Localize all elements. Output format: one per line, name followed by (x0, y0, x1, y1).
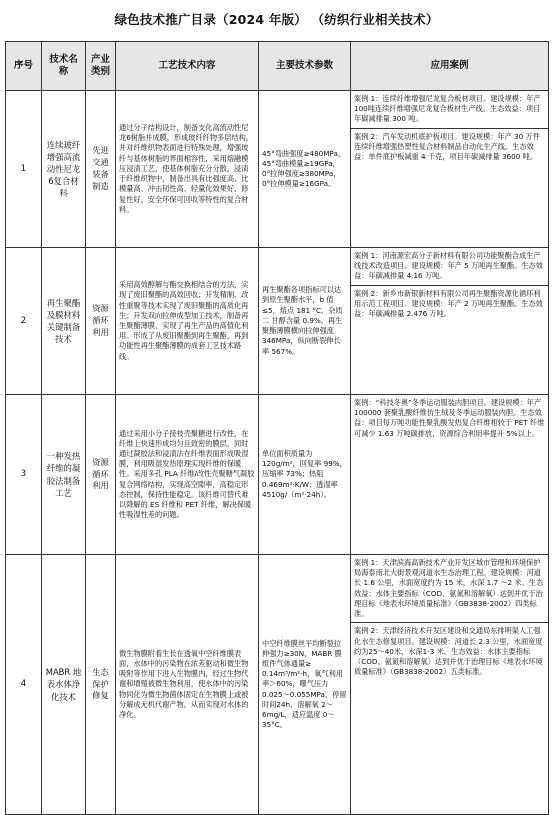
header-category: 产业类别 (86, 42, 116, 91)
technical-parameters: 中空纤维膜丝平均断裂拉伸强力≥30N，MABR 膜组件气体通量≥ 0.14m³/m²·h，氧气利用率＞60%，曝气压力0.025～0.055MPa，停留时间24h，溶解氧 2～6mg/L，适应温度 0～35°C。 (259, 555, 351, 815)
application-case: 案例 1：连续纤维增强尼龙复合板材项目。建设规模：年产100吨连续纤维增强尼龙复合板材生产线。生态效益：项目年碳减排量 300 吨。 (354, 94, 541, 124)
industry-category: 先进交通装备制造 (86, 91, 116, 248)
row-number: 3 (6, 395, 42, 555)
application-cases (351, 395, 549, 555)
application-case: 案例 2：新乡市新银新材料有限公司再生聚酯资源化循环利用示范工程项目。建设规模：年产 2 万吨再生聚酯。生态效益：年碳减排量 2.476 万吨。 (351, 285, 548, 323)
technical-parameters: 再生聚酯各项指标可以达到原生聚酯水平，b 值≤5，熔点 181 °C，杂质 二 甘醇含量 0.9%。再生聚酯薄膜横向拉伸强度 346MPa，纵向断裂伸长率 567%。 (259, 248, 351, 395)
application-cases (351, 91, 549, 248)
application-case: 案例：“科技冬奥”冬季运动服装内胆项目。建设规模：年产 100000 套聚乳酸纤维仿生绒及冬季运动服装内胆。生态效益：项目每万吨功能性聚乳酸发热复合纤维相较于 PET 纤维可减少 1.63 万吨碳排放，资源综合利用率提升 5%以上。 (354, 398, 545, 438)
process-content: 微生物膜附着生长在透氧中空纤维膜表面，水体中的污染物在浓差驱动和微生物吸附等作用下进入生物膜内，经过生物代谢和增殖被微生物利用，使水体中的污染物同化为微生物菌体固定在生物膜上或被分解成无机代谢产物，从而实现对水体的净化。 (116, 555, 259, 815)
process-content: 通过分子结构设计，制备支化高流动性尼龙6树脂并成膜，形成玻纤纤物多层结构，并对纤维织物表面进行特殊处理，增强玻纤与基体树脂的界面相容性，采用熔融模压浸渍工艺，使基体树脂充分分散，浸渍于纤维织物中，制备出具有比强度高、比模量高、冲击韧性高、轻量化效果好、修复性好、安全环保可回收等特性的复合材料。 (116, 91, 259, 248)
process-content: 通过采用小分子接枝壳聚糖进行改性，在纤维上快速形成均匀且致密的膜层，同时通过凝胶法和浸渍法在纤维表面形成吸湿膜，利用吸湿发热原理实现纤维的保暖性。采用多孔 PLA 纤维/改性壳聚糖气凝胶复合网络结构，实现高空隙率，高稳定形态控制，保持性能稳定。该纤维可替代难以降解的 ES 纤维和 PET 纤维，解决保暖性吸湿性差的问题。 (116, 395, 259, 555)
industry-category: 生态保护修复 (86, 555, 116, 815)
application-case: 案例 2：天津经济技术开发区建设和交通局东排明渠人工强化水生态修复项目。建设规模：河道长 2.3 公里，水面宽度约为25～40米，水深1-3 米。生态效益：水体主要指标（COD、氨氮和溶解氧）达到并优于治理目标《地表水环境质量标准》（GB3838-2002）五类标准。 (351, 622, 548, 680)
application-case: 案例 2：汽车发动机底护板项目。建设规模：年产 30 万件连续纤维增强热塑性复合材料制品自动化生产线。生态效益：单件底护板减重 4 千克，项目年碳减排量 3600 吨。 (351, 128, 548, 166)
process-content: 采用高效醇解与酯交换相结合的方法，实现了废旧聚酯的高效回收；开发精制、改性重聚等技术实现了废旧聚酯的高质化再生；开发双向拉伸成型加工技术，制备再生聚酯薄膜，实现了再生产品的高值化利用。形成了从废旧聚酯到再生聚酯，再到功能性再生聚酯薄膜的成套工艺技术路线。 (116, 248, 259, 395)
industry-category: 资源循环利用 (86, 248, 116, 395)
technical-parameters: 45°弯曲强度≥480MPa，45°弯曲模量≥19GPa，0°拉伸强度≥380MPa，0°拉伸模量≥16GPa。 (259, 91, 351, 248)
table-row (6, 395, 549, 555)
application-cases (351, 248, 549, 395)
technology-table (5, 41, 549, 815)
header-no: 序号 (6, 42, 42, 91)
industry-category: 资源循环利用 (86, 395, 116, 555)
technical-parameters: 单位面积质量为 120g/m²，回复率 99%，压缩率 73%；热阻 0.469m²·K/W；透湿率4510g/（m²·24h）。 (259, 395, 351, 555)
technology-name: MABR 地表水体净化技术 (42, 555, 86, 815)
table-header-row (6, 42, 549, 91)
application-case: 案例 1：天津滨海高新技术产业开发区城市管理和环境保护局海泰南北大街景观河道水生态治理工程。建设规模：河道长 1.6 公里，水面宽度约为 15 米，水深 1.7 ～2 米。生态效益：水体主要指标（COD、氨氮和溶解氧）达到并优于治理目标《地表水环境质量标准》（GB3838-2002）四类标准。 (354, 558, 544, 619)
table-row (6, 555, 549, 815)
page-title: 绿色技术推广目录（2024 年版） （纺织行业相关技术） (114, 12, 439, 27)
table-row (6, 248, 549, 395)
row-number: 1 (6, 91, 42, 248)
technology-name: 一种发热纤维的凝胶法制备工艺 (42, 395, 86, 555)
technology-name: 再生聚酯及膜材料关键制备技术 (42, 248, 86, 395)
header-process: 工艺技术内容 (116, 42, 259, 91)
header-name: 技术名称 (42, 42, 86, 91)
row-number: 4 (6, 555, 42, 815)
header-cases: 应用案例 (351, 42, 549, 91)
application-cases (351, 555, 549, 815)
row-number: 2 (6, 248, 42, 395)
table-row (6, 91, 549, 248)
technology-name: 连续玻纤增强高流动性尼龙6复合材料 (42, 91, 86, 248)
application-case: 案例 1：河南源宏高分子新材料有限公司功能聚酯合成生产线技术改造项目。建设规模：年产 5 万吨再生聚酯。生态效益：年碳减排量 4.16 万吨。 (354, 251, 543, 281)
header-params: 主要技术参数 (259, 42, 351, 91)
